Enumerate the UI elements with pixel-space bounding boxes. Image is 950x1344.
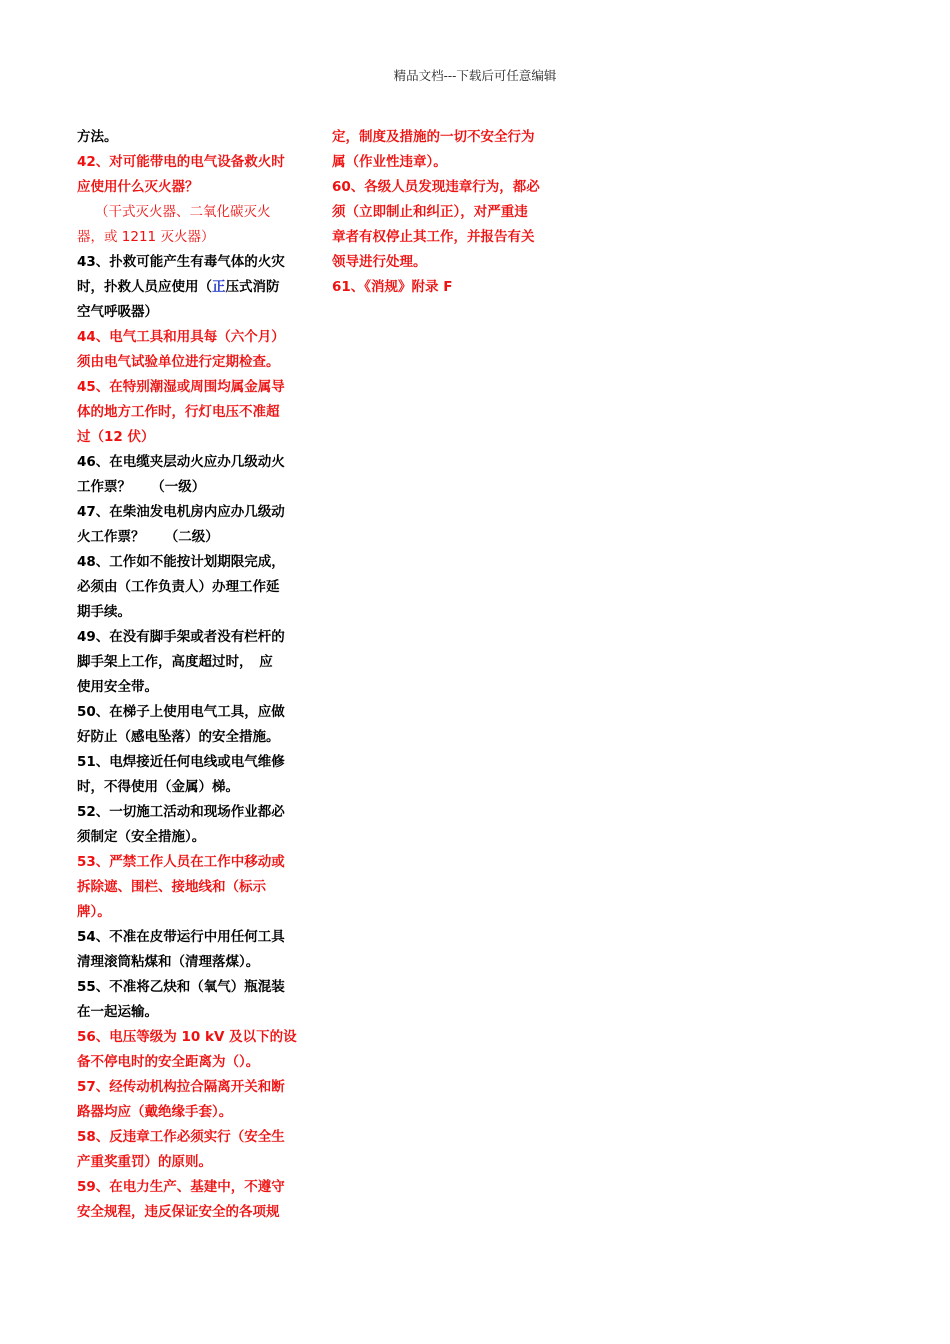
- text-line: 61、《消规》附录 F: [332, 279, 453, 295]
- text-line: 器，或 1211 灭火器）: [77, 229, 215, 245]
- text-line: 51、电焊接近任何电线或电气维修: [77, 754, 285, 770]
- text-line: 44、电气工具和用具每（六个月）: [77, 329, 285, 345]
- text-line: 备不停电时的安全距离为（）。: [77, 1054, 260, 1070]
- text-line: 59、在电力生产、基建中，不遵守: [77, 1179, 285, 1195]
- text-line: 52、一切施工活动和现场作业都必: [77, 804, 285, 820]
- text-line: 属（作业性违章）。: [332, 154, 447, 170]
- text-line: 安全规程，违反保证安全的各项规: [77, 1204, 280, 1220]
- text-line: 火工作票？ （二级）: [77, 529, 219, 545]
- text-line: 牌）。: [77, 904, 111, 920]
- text-line: 55、不准将乙炔和（氧气）瓶混装: [77, 979, 285, 995]
- text-line: 须制定（安全措施）。: [77, 829, 206, 845]
- text-line: 48、工作如不能按计划期限完成，: [77, 554, 285, 570]
- text-line: 须由电气试验单位进行定期检查。: [77, 354, 280, 370]
- text-line: 56、电压等级为 10 kV 及以下的设: [77, 1029, 297, 1045]
- text-line: 清理滚筒粘煤和（清理落煤）。: [77, 954, 260, 970]
- text-line: 57、经传动机构拉合隔离开关和断: [77, 1079, 285, 1095]
- text-line: 定，制度及措施的一切不安全行为: [332, 129, 535, 145]
- text-line: 时，不得使用（金属）梯。: [77, 779, 239, 795]
- text-line: 54、不准在皮带运行中用任何工具: [77, 929, 285, 945]
- page-header: 精品文档---下载后可任意编辑: [393, 68, 557, 83]
- text-line: 47、在柴油发电机房内应办几级动: [77, 504, 285, 520]
- text-line: 58、反违章工作必须实行（安全生: [77, 1129, 285, 1145]
- text-line: 脚手架上工作，高度超过时， 应: [77, 654, 273, 670]
- left-column: [77, 125, 305, 1225]
- right-column: [332, 125, 560, 300]
- text-line: 使用安全带。: [77, 679, 158, 695]
- text-line: 49、在没有脚手架或者没有栏杆的: [77, 629, 285, 645]
- text-line: 50、在梯子上使用电气工具，应做: [77, 704, 285, 720]
- text-line: [77, 275, 305, 300]
- text-segment: 时，扑救人员应使用（: [77, 279, 212, 295]
- text-line: 拆除遮、围栏、接地线和（标示: [77, 879, 266, 895]
- text-line: 好防止（感电坠落）的安全措施。: [77, 729, 280, 745]
- text-line: 过（12 伏）: [77, 429, 155, 445]
- text-line: 路器均应（戴绝缘手套）。: [77, 1104, 233, 1120]
- text-line: 应使用什么灭火器？: [77, 179, 199, 195]
- text-line: 产重奖重罚）的原则。: [77, 1154, 212, 1170]
- text-line: 期手续。: [77, 604, 131, 620]
- text-line: 46、在电缆夹层动火应办几级动火: [77, 454, 285, 470]
- text-line: 53、严禁工作人员在工作中移动或: [77, 854, 285, 870]
- text-line: 43、扑救可能产生有毒气体的火灾: [77, 254, 285, 270]
- highlighted-text-segment: 正: [212, 279, 226, 295]
- text-line: 方法。: [77, 129, 118, 145]
- text-line: 在一起运输。: [77, 1004, 158, 1020]
- text-line: 工作票？ （一级）: [77, 479, 206, 495]
- text-line: 领导进行处理。: [332, 254, 427, 270]
- text-line: 体的地方工作时，行灯电压不准超: [77, 404, 280, 420]
- text-line: 须（立即制止和纠正），对严重违: [332, 204, 528, 220]
- text-line: 章者有权停止其工作，并报告有关: [332, 229, 535, 245]
- text-line: 60、各级人员发现违章行为，都必: [332, 179, 540, 195]
- text-line: （干式灭火器、二氧化碳灭火: [95, 204, 271, 220]
- text-line: 42、对可能带电的电气设备救火时: [77, 154, 285, 170]
- text-line: 45、在特别潮湿或周围均属金属导: [77, 379, 285, 395]
- text-line: 必须由（工作负责人）办理工作延: [77, 579, 280, 595]
- text-line: 空气呼吸器）: [77, 304, 158, 320]
- text-segment: 压式消防: [225, 279, 280, 295]
